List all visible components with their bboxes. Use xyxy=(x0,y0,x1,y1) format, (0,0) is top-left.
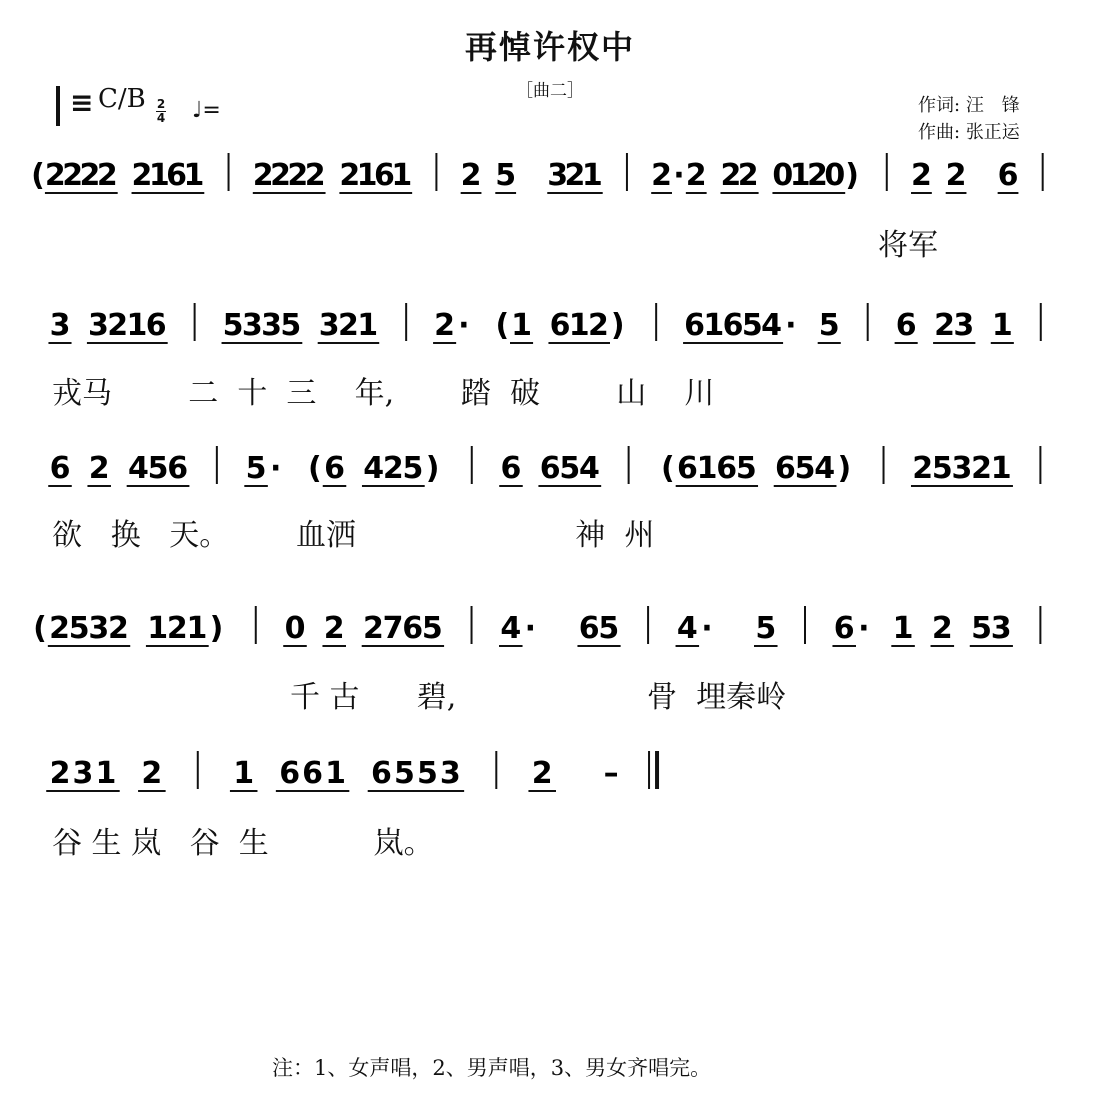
note-glyph: 3 xyxy=(88,308,109,343)
note-glyph: 5 xyxy=(402,451,424,486)
note-glyph: 2 xyxy=(304,158,326,193)
note-glyph: 2 xyxy=(141,756,163,791)
note-glyph: 2 xyxy=(737,158,759,193)
note-glyph: 1 xyxy=(511,308,532,343)
note-glyph: 5 xyxy=(147,451,169,486)
note-glyph: 2 xyxy=(62,158,84,193)
note-glyph: · xyxy=(458,308,470,343)
note-glyph: 3 xyxy=(951,451,973,486)
note-glyph: 5 xyxy=(416,756,438,791)
note-glyph: 5 xyxy=(245,451,267,486)
note-glyph: 4 xyxy=(127,451,149,486)
note-glyph: 3 xyxy=(88,611,110,646)
note-glyph: 6 xyxy=(374,158,395,193)
note-glyph: 2 xyxy=(252,158,274,193)
note-glyph: 4 xyxy=(363,451,385,486)
note-glyph: 1 xyxy=(325,756,346,791)
note-glyph: 4 xyxy=(500,611,522,646)
note-glyph: 6 xyxy=(145,308,167,343)
note-glyph: 2 xyxy=(166,611,188,646)
note-glyph: 6 xyxy=(549,308,571,343)
note-glyph: 6 xyxy=(716,451,738,486)
note-glyph: 5 xyxy=(735,451,757,486)
note-glyph: 6 xyxy=(775,451,796,486)
note-glyph: 5 xyxy=(559,451,581,486)
note-glyph: 5 xyxy=(794,451,816,486)
note-glyph: 2 xyxy=(363,611,384,646)
note-glyph: ( xyxy=(660,451,675,486)
note-glyph: 1 xyxy=(186,611,208,646)
note-glyph: 2 xyxy=(108,611,129,646)
note-glyph: 2 xyxy=(49,756,71,791)
note-glyph: 6 xyxy=(722,308,744,343)
note-row xyxy=(31,153,1043,193)
note-glyph: ) xyxy=(845,158,859,193)
note-glyph: 5 xyxy=(931,451,953,486)
note-glyph: 1 xyxy=(356,158,378,193)
song-subtitle: ［曲二］ xyxy=(516,81,584,101)
composer-label: 作曲: xyxy=(918,122,961,143)
key-text: C/B xyxy=(98,84,146,114)
note-glyph: 2 xyxy=(270,158,291,193)
note-glyph: 5 xyxy=(421,611,443,646)
note-glyph: 4 xyxy=(578,451,600,486)
note-glyph: 2 xyxy=(79,158,101,193)
note-glyph: 3 xyxy=(49,308,71,343)
lyricist-label: 作词: xyxy=(918,95,961,116)
note-glyph: 2 xyxy=(720,158,742,193)
note-glyph: · xyxy=(858,611,870,646)
note-glyph: 5 xyxy=(755,611,777,646)
composer-name: 张正运 xyxy=(965,122,1020,143)
note-glyph: 1 xyxy=(357,308,379,343)
note-glyph: 3 xyxy=(318,308,340,343)
note-glyph: 2 xyxy=(807,158,828,193)
note-glyph: 1 xyxy=(703,308,725,343)
note-glyph: 1 xyxy=(581,158,603,193)
note-glyph: 2 xyxy=(382,451,404,486)
note-glyph: 5 xyxy=(598,611,620,646)
note-glyph: 1 xyxy=(391,158,413,193)
note-glyph: 6 xyxy=(684,308,706,343)
note-glyph: 2 xyxy=(338,308,359,343)
note-glyph: 0 xyxy=(772,158,794,193)
note-glyph: 2 xyxy=(934,308,956,343)
note-glyph: 2 xyxy=(651,158,673,193)
note-glyph: 6 xyxy=(49,451,71,486)
note-glyph: 2 xyxy=(588,308,609,343)
note-glyph: · xyxy=(269,451,282,486)
note-glyph: 2 xyxy=(287,158,309,193)
note-glyph: · xyxy=(785,308,797,343)
note-glyph: 1 xyxy=(990,451,1012,486)
note-glyph: 1 xyxy=(568,308,590,343)
note-glyph: 6 xyxy=(302,756,324,791)
note-glyph: 1 xyxy=(147,611,169,646)
note-glyph: ( xyxy=(33,611,47,646)
note-glyph: 7 xyxy=(382,611,404,646)
lyric-row-3: 欲 换 天。 血洒 神 州 xyxy=(52,518,655,553)
note-glyph: 1 xyxy=(148,158,170,193)
note-glyph: 5 xyxy=(222,308,244,343)
note-glyph: 5 xyxy=(971,611,992,646)
note-glyph: 2 xyxy=(131,158,153,193)
note-glyph: 2 xyxy=(912,451,934,486)
note-glyph: 6 xyxy=(895,308,917,343)
note-glyph: 2 xyxy=(564,158,586,193)
footer-note: 注：1、女声唱，2、男声唱，3、男女齐唱完。 xyxy=(272,1056,712,1080)
lyric-row-2: 戎马 二 十 三 年, 踏 破 山 川 xyxy=(52,376,715,411)
time-bottom: 4 xyxy=(156,111,166,125)
note-glyph: 6 xyxy=(371,756,392,791)
key-equals: ≡ xyxy=(70,86,94,119)
note-glyph: 2 xyxy=(531,756,553,791)
note-glyph: 2 xyxy=(910,158,932,193)
note-glyph: 2 xyxy=(44,158,66,193)
note-glyph: ( xyxy=(31,158,45,193)
lyricist-name: 汪 锋 xyxy=(965,95,1020,116)
note-glyph: 2 xyxy=(971,451,993,486)
note-glyph: 2 xyxy=(88,451,110,486)
note-glyph: 6 xyxy=(167,451,189,486)
note-glyph: 0 xyxy=(284,611,306,646)
note-glyph: · xyxy=(701,611,713,646)
note-glyph: 5 xyxy=(394,756,415,791)
note-glyph: 6 xyxy=(324,451,345,486)
note-row xyxy=(33,606,1040,646)
note-glyph: 4 xyxy=(676,611,698,646)
note-glyph: 0 xyxy=(824,158,846,193)
note-glyph: 6 xyxy=(166,158,188,193)
note-glyph: 3 xyxy=(261,308,282,343)
note-glyph: · xyxy=(524,611,537,646)
note-glyph: 1 xyxy=(991,308,1013,343)
note-glyph: 6 xyxy=(833,611,855,646)
note-glyph: 2 xyxy=(339,158,361,193)
note-glyph: ) xyxy=(209,611,224,646)
lyric-row-1: 将军 xyxy=(878,228,938,263)
note-glyph: 1 xyxy=(126,308,148,343)
note-glyph: 6 xyxy=(539,451,561,486)
note-glyph: 6 xyxy=(500,451,522,486)
note-glyph: 6 xyxy=(997,158,1019,193)
note-glyph: 6 xyxy=(677,451,698,486)
note-glyph: 2 xyxy=(931,611,953,646)
note-glyph: 3 xyxy=(953,308,975,343)
note-glyph: 5 xyxy=(741,308,763,343)
note-glyph: 2 xyxy=(685,158,707,193)
note-glyph: 3 xyxy=(439,756,461,791)
note-glyph: ) xyxy=(425,451,440,486)
note-glyph: 6 xyxy=(578,611,600,646)
note-glyph: 6 xyxy=(279,756,301,791)
note-glyph: 2 xyxy=(107,308,129,343)
note-glyph: · xyxy=(673,158,685,193)
note-row xyxy=(48,303,1040,343)
note-glyph: 5 xyxy=(280,308,302,343)
note-glyph: ( xyxy=(308,451,322,486)
lyric-row-4: 千 古 碧, 骨 埋秦岭 xyxy=(290,680,787,715)
note-glyph: 2 xyxy=(49,611,71,646)
note-glyph: 1 xyxy=(233,756,255,791)
note-row xyxy=(48,446,1040,486)
note-glyph: ) xyxy=(610,308,625,343)
note-glyph: – xyxy=(603,756,619,791)
note-glyph: 1 xyxy=(183,158,205,193)
time-top: 2 xyxy=(156,97,166,111)
song-title: 再悼许权中 xyxy=(464,28,635,66)
note-glyph: ( xyxy=(495,308,510,343)
note-row xyxy=(46,751,657,791)
note-glyph: 6 xyxy=(402,611,424,646)
note-glyph: 1 xyxy=(789,158,811,193)
note-glyph: 5 xyxy=(68,611,90,646)
note-glyph: 5 xyxy=(818,308,840,343)
lyric-row-5: 谷 生 岚 谷 生 岚。 xyxy=(52,826,434,861)
note-glyph: 2 xyxy=(323,611,345,646)
note-glyph: 4 xyxy=(761,308,782,343)
tempo-mark: ♩= xyxy=(192,98,221,123)
note-glyph: 2 xyxy=(96,158,118,193)
note-glyph: 3 xyxy=(241,308,263,343)
note-glyph: 5 xyxy=(495,158,517,193)
note-glyph: 4 xyxy=(814,451,836,486)
note-glyph: 3 xyxy=(547,158,569,193)
note-glyph: 3 xyxy=(72,756,94,791)
note-glyph: 1 xyxy=(892,611,914,646)
note-glyph: 2 xyxy=(460,158,482,193)
note-glyph: 2 xyxy=(945,158,967,193)
note-glyph: 3 xyxy=(990,611,1012,646)
note-glyph: ) xyxy=(837,451,852,486)
note-glyph: 2 xyxy=(434,308,456,343)
note-glyph: 1 xyxy=(696,451,718,486)
note-glyph: 1 xyxy=(95,756,117,791)
